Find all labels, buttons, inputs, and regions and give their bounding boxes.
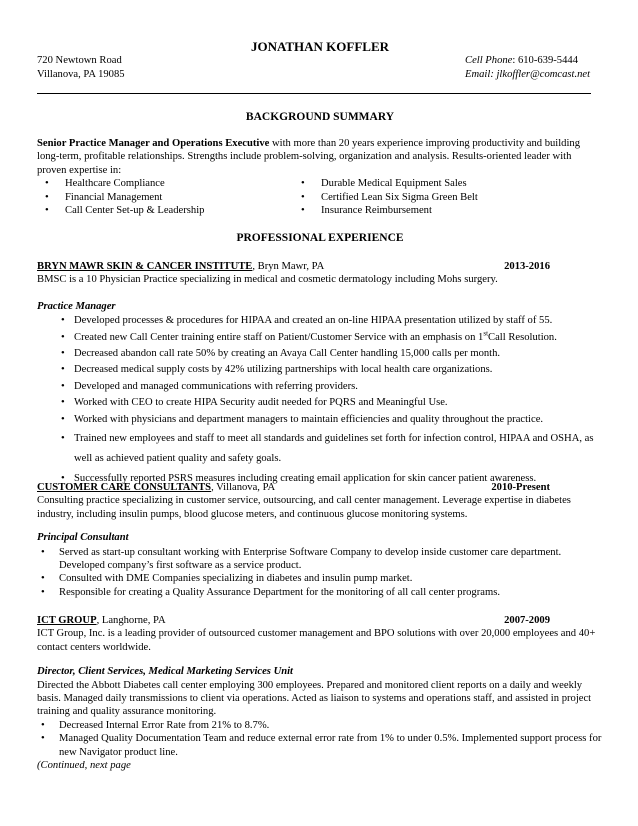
email-address: : jlkoffler@comcast.net: [490, 69, 591, 80]
phone-line: [465, 54, 590, 68]
bullet-item: • Worked with CEO to create HIPA Security audit needed for PQRS and Meaningful Use.: [37, 396, 603, 409]
header-divider: [37, 93, 591, 94]
job-company-line: [37, 260, 324, 273]
bullet-item: • Decreased abandon call rate 50% by creating an Avaya Call Center handling 15,000 calls per month.: [37, 347, 603, 360]
contact-block: [465, 54, 590, 82]
company-description: Consulting practice specializing in customer service, outsourcing, and call center management. Leverage expertise in diabetes industry, including insulin pumps, blood glucose meters, and continuous glucose monitoring systems.: [37, 495, 571, 520]
skill-item: • Certified Lean Six Sigma Green Belt: [299, 191, 561, 204]
bullet-item: • Decreased medical supply costs by 42% utilizing partnerships with local health care organizations.: [37, 363, 603, 376]
bullet-item: • Trained new employees and staff to meet all standards and guidelines set forth for infection control, HIPAA and OSHA, as well as achieved patient quality and safety goals.: [37, 429, 603, 469]
job-header: [37, 260, 550, 273]
company-description: ICT Group, Inc. is a leading provider of outsourced customer management and BPO solutions with over 20,000 employees and 40+ contact centers worldwide.: [37, 628, 596, 653]
job-header: [37, 481, 550, 494]
company-location: , Villanova, PA: [211, 482, 276, 493]
job-title: Practice Manager: [37, 300, 116, 312]
summary-text: with more than 20 years experience improving productivity and building long-term, profitable relationships. Strengths include problem-solving, organization and analysis. Results-oriented leader with proven expertise in:: [37, 138, 581, 176]
job-company-line: [37, 614, 166, 627]
bullet-item: • Responsible for creating a Quality Assurance Department for the monitoring of all call center programs.: [37, 586, 603, 599]
bullet-item: • Created new Call Center training entire staff on Patient/Customer Service with an emphasis on 1stCall Resolution.: [37, 331, 603, 344]
skill-item: • Healthcare Compliance: [43, 177, 305, 190]
phone-number: : 610-639-5444: [512, 55, 578, 66]
job-company-line: [37, 481, 275, 494]
bullet-item: • Managed Quality Documentation Team and reduce external error rate from 1% to under 0.5%. Implemented support process for new Navigator product line.: [37, 732, 603, 759]
email-line: [465, 68, 590, 82]
skills-left: [43, 177, 305, 217]
email-label: Email: [465, 69, 491, 80]
job-bullets: [37, 314, 603, 485]
bullet-item: • Developed and managed communications with referring providers.: [37, 380, 603, 393]
job-ccc: [37, 481, 603, 599]
job-bullets: [37, 719, 603, 759]
bullet-item: • Served as start-up consultant working with Enterprise Software Company to develop inside customer care department. Developed company’s first software as a service product.: [37, 546, 603, 573]
address-block: [37, 54, 125, 82]
job-bullets: [37, 546, 603, 600]
address-city: Villanova, PA 19085: [37, 69, 125, 80]
company-name: BRYN MAWR SKIN & CANCER INSTITUTE: [37, 261, 253, 272]
skill-item: • Financial Management: [43, 191, 305, 204]
skills-right: [299, 177, 561, 217]
bullet-item: • Consulted with DME Companies specializing in diabetes and insulin pump market.: [37, 572, 603, 585]
summary-lead: Senior Practice Manager and Operations Executive: [37, 138, 270, 149]
job-title: Director, Client Services, Medical Marketing Services Unit: [37, 666, 293, 678]
skill-item: • Durable Medical Equipment Sales: [299, 177, 561, 190]
phone-label: Cell Phone: [465, 55, 513, 66]
job-header: [37, 614, 550, 627]
candidate-name: JONATHAN KOFFLER: [250, 39, 390, 54]
experience-heading: PROFESSIONAL EXPERIENCE: [236, 232, 404, 244]
company-name: CUSTOMER CARE CONSULTANTS: [37, 482, 212, 493]
address-street: 720 Newtown Road: [37, 55, 122, 66]
summary-section: [37, 137, 603, 217]
summary-heading: BACKGROUND SUMMARY: [245, 111, 395, 123]
job-summary: Directed the Abbott Diabetes call center employing 300 employees. Prepared and monitored client reports on a daily and weekly basis. Managed daily transmissions to client via operations. Acted as liaison to systems and operations staff, and assisted in project training and quality assurance monitoring.: [37, 679, 592, 718]
company-location: , Bryn Mawr, PA: [252, 261, 325, 272]
company-description: BMSC is a 10 Physician Practice specializing in medical and cosmetic dermatology including Mohs surgery.: [37, 274, 498, 286]
job-dates: 2007-2009: [504, 615, 550, 626]
company-location: , Langhorne, PA: [96, 615, 166, 626]
job-title: Principal Consultant: [37, 532, 129, 544]
bullet-item: • Developed processes & procedures for HIPAA and created an on-line HIPAA presentation utilized by staff of 55.: [37, 314, 603, 327]
skills-list: [37, 177, 603, 217]
bullet-item: • Worked with physicians and department managers to maintain efficiencies and quality throughout the practice.: [37, 413, 603, 426]
skill-item: • Insurance Reimbursement: [299, 204, 561, 217]
bullet-item: • Successfully reported PSRS measures including creating email application for skin cancer patient awareness.: [37, 472, 603, 485]
company-name: ICT GROUP: [37, 615, 97, 626]
job-bmsc: [37, 260, 603, 488]
skill-item: • Call Center Set-up & Leadership: [43, 204, 305, 217]
job-dates: 2013-2016: [504, 261, 550, 272]
bullet-item: • Decreased Internal Error Rate from 21% to 8.7%.: [37, 719, 603, 732]
summary-paragraph: [37, 137, 603, 177]
job-ict: [37, 614, 603, 772]
continued-note: (Continued, next page: [37, 760, 131, 772]
job-dates: 2010-Present: [491, 482, 550, 493]
